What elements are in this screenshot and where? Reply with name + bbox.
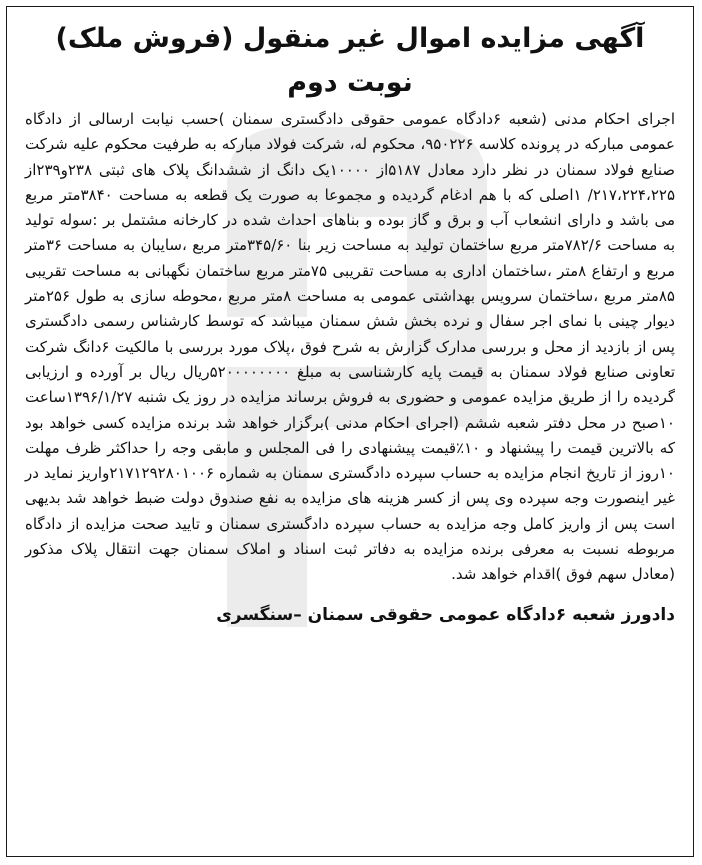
auction-notice [25,17,675,848]
notice-body: اجرای احکام مدنی (شعبه ۶دادگاه عمومی حقوقی دادگستری سمنان )حسب نیابت ارسالی از دادگاه عمومی مبارکه در پرونده کلاسه ۹۵۰۲۲۶، محکوم له، شرکت فولاد مبارکه به طرفیت محکوم علیه شرکت صنایع فولاد سمنان در نظر دارد معادل ۵۱۸۷از ۱۰۰۰۰یک دانگ از ششدانگ پلاک های ثبتی ۲۳۸و۲۳۹از ۲۱۷،۲۲۴،۲۲۵/ ۱اصلی که با هم ادغام گردیده و مجموعا به صورت یک قطعه به مساحت ۳۸۴۰متر مربع می باشد و دارای انشعاب آب و برق و گاز بوده و بناهای احداث شده در کارخانه مشتمل بر :سوله تولید به مساحت ۷۸۲/۶متر مربع ساختمان تولید به مساحت زیر بنا ۳۴۵/۶۰متر مربع ،سایبان به مساحت ۳۶متر مربع و ارتفاع ۸متر ،ساختمان اداری به مساحت تقریبی ۷۵متر مربع ساختمان نگهبانی به مساحت تقریبی ۸۵متر مربع ،ساختمان سرویس بهداشتی عمومی به مساحت ۸متر مربع ،محوطه سازی به طول ۲۵۶متر دیوار چینی با نمای اجر سفال و نرده بخش شش سمنان میباشد که توسط کارشناس رسمی دادگستری پس از بازدید از محل و بررسی مدارک گزارش به شرح فوق ،پلاک مورد بررسی با مالکیت ۶دانگ شرکت تعاونی صنایع فولاد سمنان به قیمت پایه کارشناسی به مبلغ ۵۲۰۰۰۰۰۰۰۰ریال ریال بر آورده و ارزیابی گردیده را از طریق مزایده عمومی و حضوری به فروش برساند مزایده در روز یک شنبه ۱۳۹۶/۱/۲۷ساعت ۱۰صبح در محل دفتر شعبه ششم (اجرای احکام مدنی )برگزار خواهد شد برنده مزایده کسی خواهد بود که بالاترین قیمت را پیشنهاد و ۱۰٪قیمت پیشنهادی را فی المجلس و مابقی وجه را حداکثر ظرف مهلت ۱۰روز از تاریخ انجام مزایده به حساب سپرده دادگستری سمنان به شماره ۲۱۷۱۲۹۲۸۰۱۰۰۶واریز نماید در غیر اینصورت وجه سپرده وی پس از کسر هزینه های مزایده به نفع صندوق دولت ضبط خواهد شد بدیهی است پس از واریز کامل وجه مزایده به حساب سپرده دادگستری سمنان و تایید صحت مزایده از دادگاه مربوطه نسبت به معرفی برنده مزایده به دفاتر ثبت اسناد و املاک سمنان جهت انتقال پلاک مذکور (معادل سهم فوق )اقدام خواهد شد. [25,110,676,584]
notice-signature: دادورز شعبه ۶دادگاه عمومی حقوقی سمنان –سنگسری [216,604,675,625]
notice-frame [6,6,694,857]
notice-title: آگهی مزایده اموال غیر منقول (فروش ملک) نوبت دوم [55,23,645,98]
